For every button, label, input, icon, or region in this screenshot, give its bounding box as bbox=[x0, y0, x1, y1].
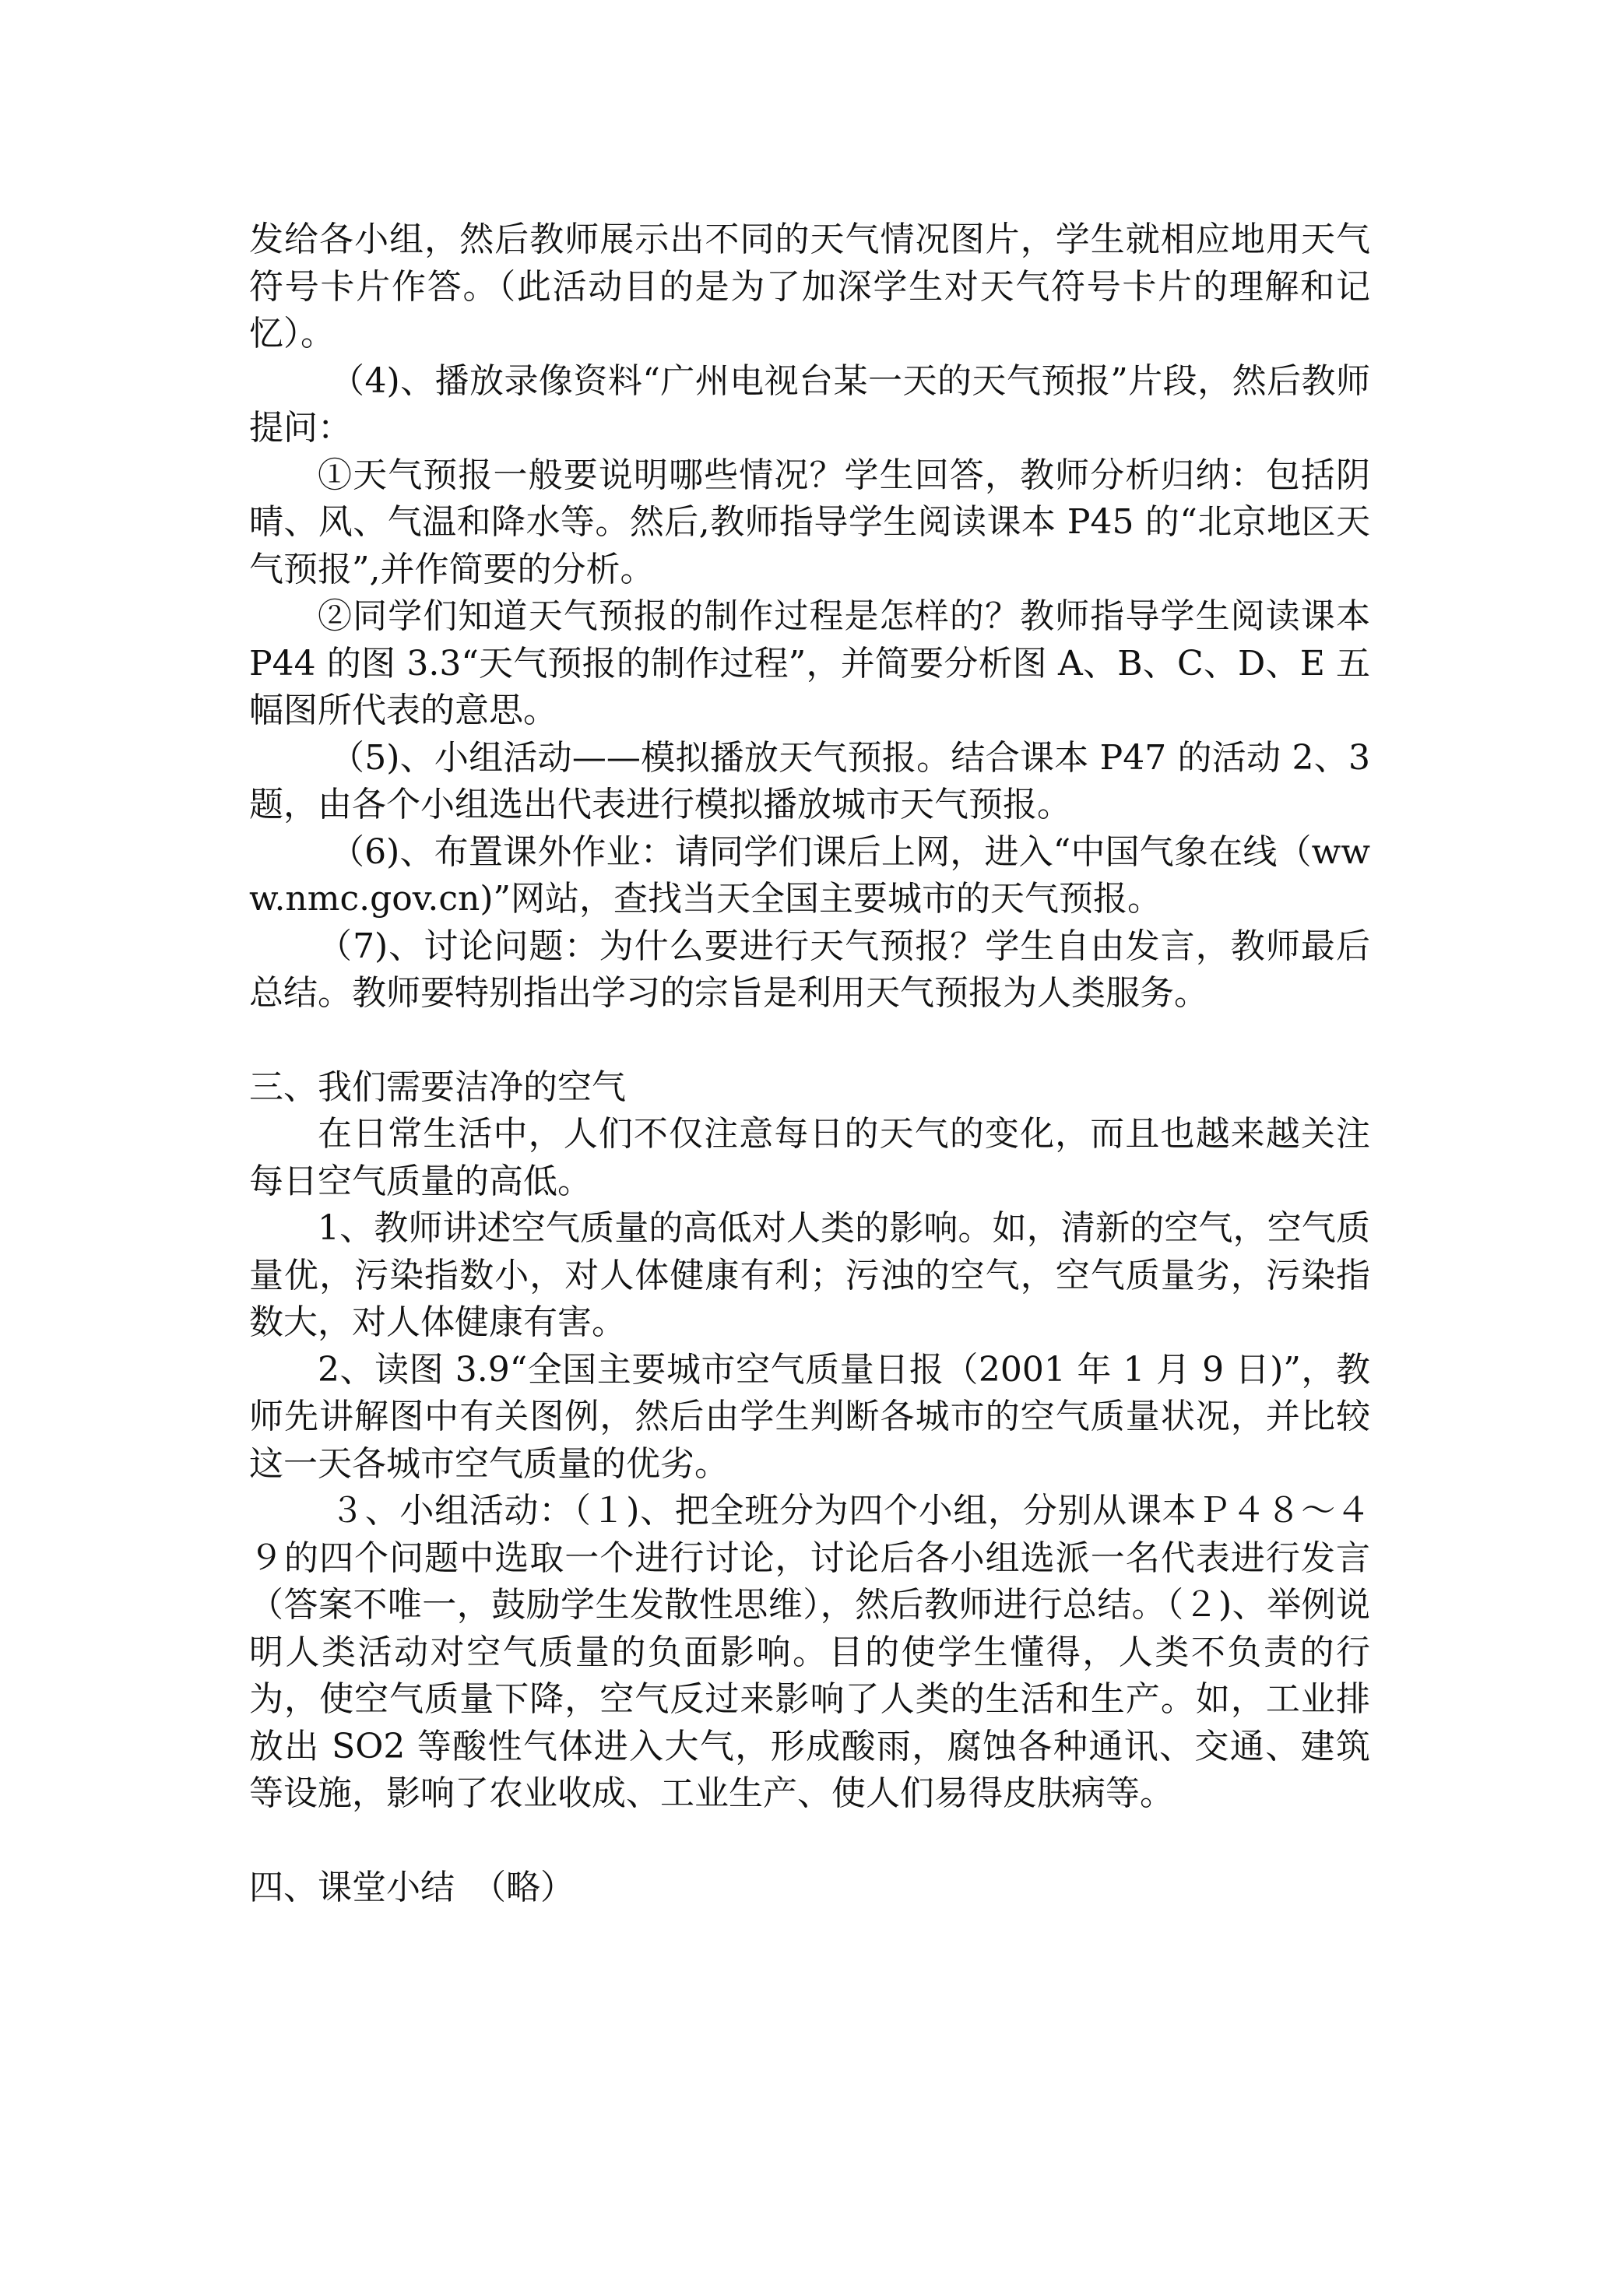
paragraph-step-5: （5)、小组活动——模拟播放天气预报。结合课本 P47 的活动 2、3 题，由各个小组选出代表进行模拟播放城市天气预报。 bbox=[249, 737, 1381, 824]
section-gap bbox=[249, 1017, 1370, 1064]
document-page bbox=[249, 216, 1381, 1911]
paragraph-activity-intro: 发给各小组，然后教师展示出不同的天气情况图片，学生就相应地用天气符号卡片作答。（此活动目的是为了加深学生对天气符号卡片的理解和记忆）。 bbox=[249, 220, 1370, 353]
paragraph-step-7: （7)、讨论问题：为什么要进行天气预报？学生自由发言，教师最后总结。教师要特别指出学习的宗旨是利用天气预报为人类服务。 bbox=[249, 926, 1370, 1013]
section-heading-4: 四、课堂小结 （略） bbox=[249, 1867, 575, 1907]
paragraph-air-3: ３、小组活动：（１)、把全班分为四个小组，分别从课本Ｐ４８～４９的四个问题中选取一个进行讨论，讨论后各小组选派一名代表进行发言（答案不唯一，鼓励学生发散性思维），然后教师进行总结。（２)、举例说明人类活动对空气质量的负面影响。目的使学生懂得，人类不负责的行为，使空气质量下降，空气反过来影响了人类的生活和生产。如，工业排放出 SO2 等酸性气体进入大气，形成酸雨，腐蚀各种通讯、交通、建筑等设施，影响了农业收成、工业生产、使人们易得皮肤病等。 bbox=[249, 1491, 1370, 1813]
paragraph-air-1: 1、教师讲述空气质量的高低对人类的影响。如，清新的空气，空气质量优，污染指数小，对人体健康有利；污浊的空气，空气质量劣，污染指数大，对人体健康有害。 bbox=[249, 1208, 1370, 1342]
paragraph-question-1: ①天气预报一般要说明哪些情况？学生回答，教师分析归纳：包括阴晴、风、气温和降水等。然后,教师指导学生阅读课本 P45 的“北京地区天气预报”,并作简要的分析。 bbox=[249, 455, 1370, 589]
paragraph-question-2: ②同学们知道天气预报的制作过程是怎样的？教师指导学生阅读课本 P44 的图 3.3“天气预报的制作过程”，并简要分析图 A、B、C、D、E 五幅图所代表的意思。 bbox=[249, 596, 1381, 730]
paragraph-step-4: （4)、播放录像资料“广州电视台某一天的天气预报”片段，然后教师提问： bbox=[249, 360, 1370, 448]
paragraph-air-intro: 在日常生活中，人们不仅注意每日的天气的变化，而且也越来越关注每日空气质量的高低。 bbox=[249, 1114, 1370, 1201]
section-gap bbox=[249, 1818, 1370, 1864]
paragraph-step-6: （6)、布置课外作业：请同学们课后上网，进入“中国气象在线（www.nmc.gov.cn)”网站，查找当天全国主要城市的天气预报。 bbox=[249, 831, 1370, 919]
paragraph-air-2: 2、读图 3.9“全国主要城市空气质量日报（2001 年 1 月 9 日)”，教师先讲解图中有关图例，然后由学生判断各城市的空气质量状况，并比较这一天各城市空气质量的优劣。 bbox=[249, 1349, 1370, 1484]
section-heading-3: 三、我们需要洁净的空气 bbox=[249, 1067, 626, 1107]
